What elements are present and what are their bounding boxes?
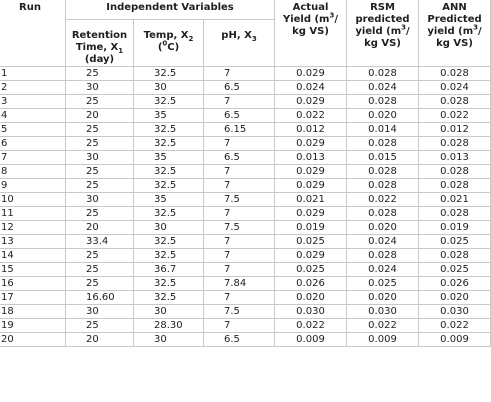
cell-temperature: 32.5 — [134, 235, 204, 249]
cell-ann-yield: 0.012 — [419, 123, 491, 137]
cell-rsm-yield: 0.020 — [347, 291, 419, 305]
cell-actual-yield: 0.022 — [275, 319, 347, 333]
table-row — [0, 165, 491, 179]
cell-ph: 7 — [204, 207, 275, 221]
cell-ann-yield: 0.028 — [419, 67, 491, 81]
cell-ph: 7 — [204, 249, 275, 263]
table-row — [0, 305, 491, 319]
cell-run: 8 — [0, 165, 66, 179]
cell-ann-yield: 0.030 — [419, 305, 491, 319]
table-row — [0, 193, 491, 207]
cell-ann-yield: 0.019 — [419, 221, 491, 235]
cell-actual-yield: 0.009 — [275, 333, 347, 347]
cell-ann-yield: 0.021 — [419, 193, 491, 207]
cell-retention-time: 33.4 — [66, 235, 134, 249]
cell-rsm-yield: 0.028 — [347, 95, 419, 109]
cell-retention-time: 20 — [66, 109, 134, 123]
cell-temperature: 35 — [134, 109, 204, 123]
cell-temperature: 32.5 — [134, 165, 204, 179]
cell-actual-yield: 0.022 — [275, 109, 347, 123]
cell-ann-yield: 0.022 — [419, 109, 491, 123]
cell-run: 4 — [0, 109, 66, 123]
cell-run: 6 — [0, 137, 66, 151]
cell-retention-time: 25 — [66, 123, 134, 137]
cell-ann-yield: 0.013 — [419, 151, 491, 165]
cell-actual-yield: 0.021 — [275, 193, 347, 207]
cell-temperature: 32.5 — [134, 179, 204, 193]
cell-ph: 7 — [204, 95, 275, 109]
cell-temperature: 30 — [134, 221, 204, 235]
cell-temperature: 32.5 — [134, 95, 204, 109]
cell-actual-yield: 0.020 — [275, 291, 347, 305]
table-row — [0, 67, 491, 81]
table-row — [0, 81, 491, 95]
cell-temperature: 32.5 — [134, 249, 204, 263]
table-row — [0, 277, 491, 291]
cell-ph: 6.15 — [204, 123, 275, 137]
table-row — [0, 291, 491, 305]
cell-run: 20 — [0, 333, 66, 347]
cell-run: 14 — [0, 249, 66, 263]
cell-actual-yield: 0.012 — [275, 123, 347, 137]
cell-actual-yield: 0.019 — [275, 221, 347, 235]
cell-ph: 7 — [204, 165, 275, 179]
cell-ann-yield: 0.022 — [419, 319, 491, 333]
cell-ann-yield: 0.028 — [419, 179, 491, 193]
cell-ann-yield: 0.020 — [419, 291, 491, 305]
cell-actual-yield: 0.029 — [275, 67, 347, 81]
cell-rsm-yield: 0.028 — [347, 67, 419, 81]
cell-ph: 7.5 — [204, 305, 275, 319]
cell-ph: 7.84 — [204, 277, 275, 291]
cell-retention-time: 25 — [66, 179, 134, 193]
cell-retention-time: 25 — [66, 207, 134, 221]
cell-retention-time: 25 — [66, 67, 134, 81]
cell-retention-time: 25 — [66, 277, 134, 291]
cell-temperature: 35 — [134, 151, 204, 165]
table-row — [0, 333, 491, 347]
cell-retention-time: 30 — [66, 81, 134, 95]
cell-retention-time: 25 — [66, 95, 134, 109]
table-row — [0, 221, 491, 235]
cell-ph: 7 — [204, 137, 275, 151]
cell-retention-time: 30 — [66, 193, 134, 207]
table-row — [0, 123, 491, 137]
cell-actual-yield: 0.013 — [275, 151, 347, 165]
cell-actual-yield: 0.029 — [275, 95, 347, 109]
cell-temperature: 32.5 — [134, 67, 204, 81]
table-row — [0, 263, 491, 277]
cell-rsm-yield: 0.022 — [347, 193, 419, 207]
cell-actual-yield: 0.025 — [275, 263, 347, 277]
cell-run: 9 — [0, 179, 66, 193]
cell-run: 1 — [0, 67, 66, 81]
cell-rsm-yield: 0.020 — [347, 109, 419, 123]
cell-temperature: 30 — [134, 305, 204, 319]
cell-ph: 7.5 — [204, 193, 275, 207]
cell-temperature: 28.30 — [134, 319, 204, 333]
table-row — [0, 235, 491, 249]
cell-retention-time: 16.60 — [66, 291, 134, 305]
cell-temperature: 32.5 — [134, 291, 204, 305]
cell-run: 7 — [0, 151, 66, 165]
header-temperature: Temp, $X_2$ ($^0$C) — [134, 20, 204, 67]
cell-rsm-yield: 0.028 — [347, 207, 419, 221]
table-row — [0, 151, 491, 165]
cell-temperature: 36.7 — [134, 263, 204, 277]
cell-temperature: 32.5 — [134, 207, 204, 221]
cell-rsm-yield: 0.028 — [347, 179, 419, 193]
cell-ph: 7.5 — [204, 221, 275, 235]
cell-rsm-yield: 0.025 — [347, 277, 419, 291]
cell-temperature: 32.5 — [134, 123, 204, 137]
cell-run: 15 — [0, 263, 66, 277]
cell-ph: 7 — [204, 319, 275, 333]
cell-actual-yield: 0.029 — [275, 249, 347, 263]
cell-ann-yield: 0.028 — [419, 207, 491, 221]
cell-ann-yield: 0.028 — [419, 165, 491, 179]
cell-retention-time: 20 — [66, 221, 134, 235]
cell-retention-time: 25 — [66, 263, 134, 277]
cell-ann-yield: 0.028 — [419, 95, 491, 109]
cell-actual-yield: 0.025 — [275, 235, 347, 249]
cell-temperature: 35 — [134, 193, 204, 207]
cell-retention-time: 30 — [66, 151, 134, 165]
cell-ann-yield: 0.026 — [419, 277, 491, 291]
cell-actual-yield: 0.024 — [275, 81, 347, 95]
cell-temperature: 32.5 — [134, 137, 204, 151]
cell-rsm-yield: 0.020 — [347, 221, 419, 235]
cell-actual-yield: 0.026 — [275, 277, 347, 291]
cell-actual-yield: 0.029 — [275, 179, 347, 193]
cell-actual-yield: 0.029 — [275, 137, 347, 151]
cell-ann-yield: 0.025 — [419, 235, 491, 249]
cell-rsm-yield: 0.024 — [347, 263, 419, 277]
cell-ph: 6.5 — [204, 333, 275, 347]
cell-ph: 7 — [204, 235, 275, 249]
cell-rsm-yield: 0.015 — [347, 151, 419, 165]
cell-ann-yield: 0.024 — [419, 81, 491, 95]
cell-rsm-yield: 0.009 — [347, 333, 419, 347]
cell-ph: 7 — [204, 263, 275, 277]
cell-temperature: 30 — [134, 81, 204, 95]
cell-ann-yield: 0.028 — [419, 249, 491, 263]
cell-retention-time: 25 — [66, 249, 134, 263]
cell-run: 18 — [0, 305, 66, 319]
cell-ph: 7 — [204, 67, 275, 81]
cell-rsm-yield: 0.014 — [347, 123, 419, 137]
header-ph: pH, $X_3$ — [204, 20, 275, 67]
cell-retention-time: 25 — [66, 165, 134, 179]
header-retention-time: Retention Time, $X_1$ (day) — [66, 20, 134, 67]
cell-retention-time: 25 — [66, 137, 134, 151]
cell-actual-yield: 0.029 — [275, 165, 347, 179]
cell-ph: 6.5 — [204, 151, 275, 165]
cell-run: 12 — [0, 221, 66, 235]
header-actual-yield: Actual Yield ($m^3/$ kg VS) — [275, 0, 347, 67]
cell-rsm-yield: 0.028 — [347, 249, 419, 263]
cell-retention-time: 25 — [66, 319, 134, 333]
cell-rsm-yield: 0.024 — [347, 81, 419, 95]
table-row — [0, 137, 491, 151]
table-row — [0, 109, 491, 123]
table-row — [0, 207, 491, 221]
cell-temperature: 32.5 — [134, 277, 204, 291]
cell-rsm-yield: 0.028 — [347, 165, 419, 179]
cell-actual-yield: 0.029 — [275, 207, 347, 221]
header-rsm-yield: RSM predicted yield ($m^3/$ kg VS) — [347, 0, 419, 67]
table-row — [0, 179, 491, 193]
table-body — [0, 67, 491, 347]
cell-run: 11 — [0, 207, 66, 221]
cell-run: 5 — [0, 123, 66, 137]
cell-run: 16 — [0, 277, 66, 291]
cell-retention-time: 30 — [66, 305, 134, 319]
header-independent-variables: Independent Variables — [66, 0, 275, 20]
cell-ph: 7 — [204, 291, 275, 305]
cell-ann-yield: 0.009 — [419, 333, 491, 347]
cell-ann-yield: 0.025 — [419, 263, 491, 277]
cell-run: 3 — [0, 95, 66, 109]
cell-rsm-yield: 0.024 — [347, 235, 419, 249]
cell-run: 2 — [0, 81, 66, 95]
cell-rsm-yield: 0.028 — [347, 137, 419, 151]
cell-ph: 7 — [204, 179, 275, 193]
cell-run: 10 — [0, 193, 66, 207]
header-run: Run — [0, 0, 66, 67]
cell-rsm-yield: 0.030 — [347, 305, 419, 319]
cell-ph: 6.5 — [204, 81, 275, 95]
cell-run: 19 — [0, 319, 66, 333]
cell-run: 13 — [0, 235, 66, 249]
cell-run: 17 — [0, 291, 66, 305]
table-row — [0, 319, 491, 333]
cell-ann-yield: 0.028 — [419, 137, 491, 151]
cell-ph: 6.5 — [204, 109, 275, 123]
cell-actual-yield: 0.030 — [275, 305, 347, 319]
cell-retention-time: 20 — [66, 333, 134, 347]
header-ann-yield: ANN Predicted yield ($m^3/$ kg VS) — [419, 0, 491, 67]
table-row — [0, 249, 491, 263]
table-row — [0, 95, 491, 109]
cell-temperature: 30 — [134, 333, 204, 347]
cell-rsm-yield: 0.022 — [347, 319, 419, 333]
